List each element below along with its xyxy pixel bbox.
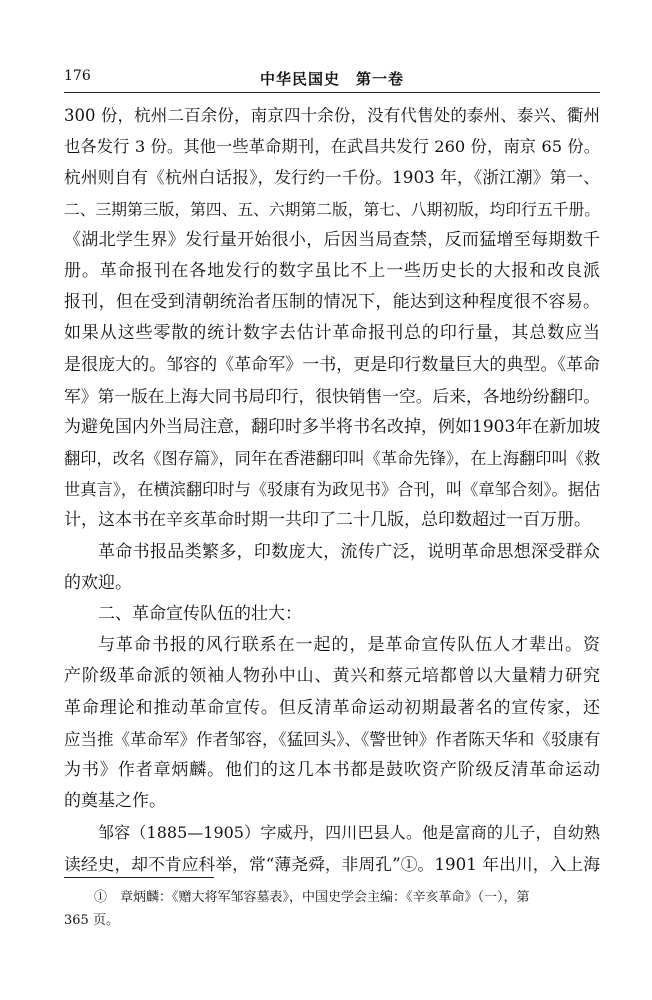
text-line: 计，这本书在辛亥革命时期一共印了二十几版，总印数超过一百万册。 [64, 510, 591, 531]
paragraph-start-line: 与革命书报的风行联系在一起的，是革命宣传队伍人才辈出。资 [98, 635, 600, 656]
footnote [64, 886, 600, 932]
text-line: 为书》作者章炳麟。他们的这几本书都是鼓吹资产阶级反清革命运动 [64, 759, 600, 780]
page-header [64, 68, 600, 92]
section-heading: 二、革命宣传队伍的壮大： [98, 604, 302, 624]
running-title: 中华民国史 第一卷 [259, 70, 404, 88]
text-line: 的欢迎。 [64, 572, 132, 593]
text-line: 二、三期第三版，第四、五、六期第二版，第七、八期初版，均印行五千册。 [64, 199, 600, 219]
text-line: 读经史，却不肯应科举，常“薄尧舜，非周孔”①。1901 年出川，入上海 [64, 853, 600, 874]
text-line: 如果从这些零散的统计数字去估计革命报刊总的印行量，其总数应当 [64, 323, 600, 344]
text-line: 革命理论和推动革命宣传。但反清革命运动初期最著名的宣传家，还 [64, 697, 600, 718]
text-line: 军》第一版在上海大同书局印行，很快销售一空。后来，各地纷纷翻印。 [64, 385, 600, 406]
text-line: 册。革命报刊在各地发行的数字虽比不上一些历史长的大报和改良派 [64, 260, 600, 281]
paragraph-start-line: 革命书报品类繁多，印数庞大，流传广泛，说明革命思想深受群众 [98, 541, 600, 562]
header-rule [64, 92, 600, 93]
page-number: 176 [64, 68, 91, 84]
footnote-line: 365 页。 [64, 913, 119, 928]
paragraph-start-line: 邹容（1885—1905）字威丹，四川巴县人。他是富商的儿子，自幼熟 [98, 823, 600, 843]
body-text [64, 100, 600, 880]
text-line: 是很庞大的。邹容的《革命军》一书，更是印行数量巨大的典型。《革命 [64, 354, 600, 375]
text-line: 产阶级革命派的领袖人物孙中山、黄兴和蔡元培都曾以大量精力研究 [64, 666, 600, 687]
text-line: 应当推《革命军》作者邹容，《猛回头》、《警世钟》作者陈天华和《驳康有 [64, 729, 600, 749]
text-line: 杭州则自有《杭州白话报》，发行约一千份。1903 年，《浙江潮》第一、 [64, 167, 600, 188]
text-line: 的奠基之作。 [64, 791, 166, 812]
text-line: 《湖北学生界》发行量开始很小，后因当局查禁，反而猛增至每期数千 [64, 229, 600, 250]
text-line: 世真言》，在横滨翻印时与《驳康有为政见书》合刊，叫《章邹合刻》。据估 [64, 480, 600, 500]
text-line: 300 份，杭州二百余份，南京四十余份，没有代售处的泰州、泰兴、衢州 [64, 106, 600, 125]
footnote-line: ① 章炳麟：《赠大将军邹容墓表》，中国史学会主编：《辛亥革命》（一），第 [94, 890, 530, 905]
text-line: 报刊，但在受到清朝统治者压制的情况下，能达到这种程度很不容易。 [64, 292, 600, 313]
text-line: 为避免国内外当局注意，翻印时多半将书名改掉，例如1903年在新加坡 [64, 416, 600, 437]
footnote-rule [64, 877, 214, 878]
text-line: 也各发行 3 份。其他一些革命期刊，在武昌共发行 260 份，南京 65 份。 [64, 137, 600, 157]
text-line: 翻印，改名《图存篇》，同年在香港翻印叫《革命先锋》，在上海翻印叫《救 [64, 449, 600, 469]
